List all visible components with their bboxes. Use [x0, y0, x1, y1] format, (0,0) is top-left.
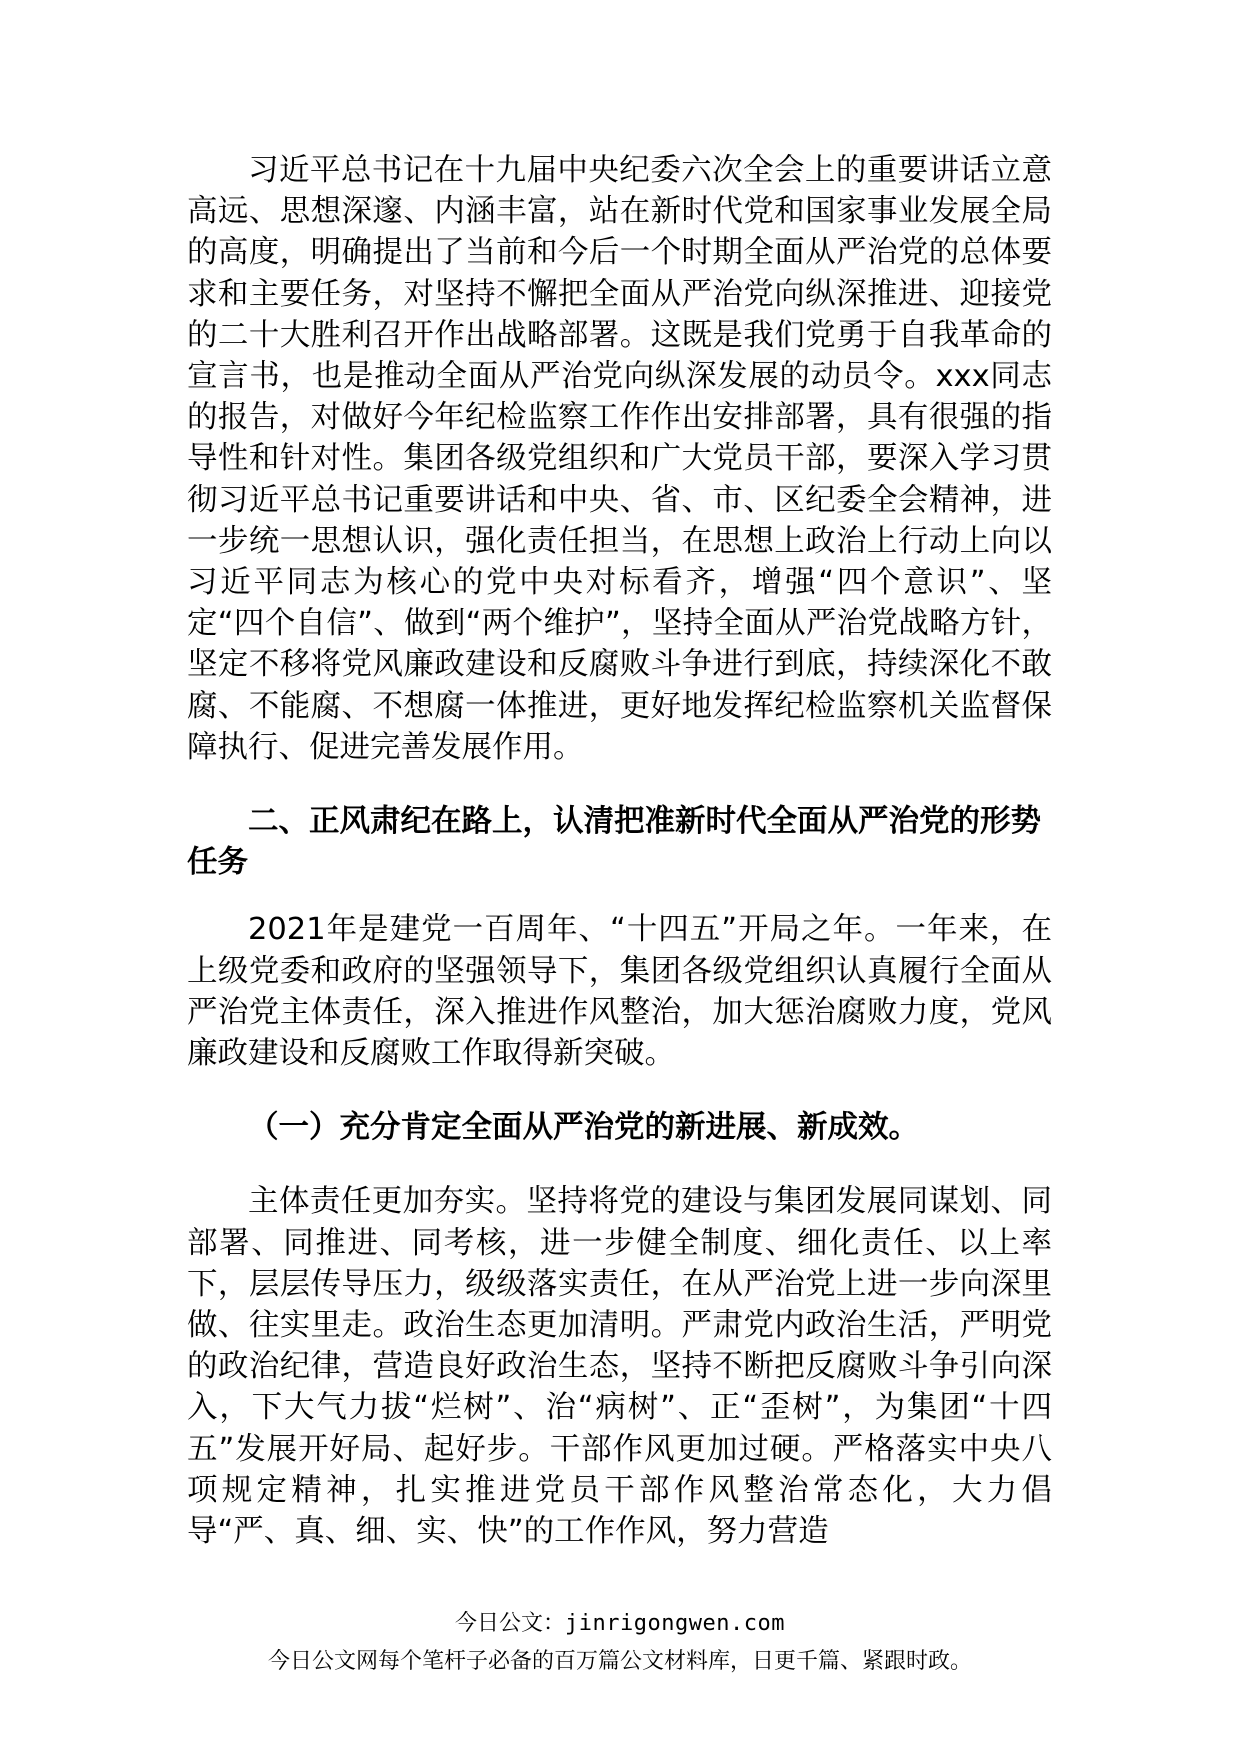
section-heading-2: 二、正风肃纪在路上，认清把准新时代全面从严治党的形势任务 [187, 804, 1041, 881]
paragraph-achievements: 主体责任更加夯实。坚持将党的建设与集团发展同谋划、同部署、同推进、同考核，进一步健全制度、细化责任、以上率下，层层传导压力，级级落实责任，在从严治党上进一步向深里做、往实里走。政治生态更加清明。严肃党内政治生活，严明党的政治纪律，营造良好政治生态，坚持不断把反腐败斗争引向深入，下大气力拔“烂树”、治“病树”、正“歪树”，为集团“十四五”发展开好局、起好步。干部作风更加过硬。严格落实中央八项规定精神，扎实推进党员干部作风整治常态化，大力倡导“严、真、细、实、快”的工作作风，努力营造 [187, 1184, 1052, 1550]
document-body [187, 150, 1052, 1552]
footer-source [0, 1610, 1240, 1638]
footer-url[interactable]: jinrigongwen.com [565, 1611, 785, 1636]
paragraph-intro: 习近平总书记在十九届中央纪委六次全会上的重要讲话立意高远、思想深邃、内涵丰富，站在新时代党和国家事业发展全局的高度，明确提出了当前和今后一个时期全面从严治党的总体要求和主要任务，对坚持不懈把全面从严治党向纵深推进、迎接党的二十大胜利召开作出战略部署。这既是我们党勇于自我革命的宣言书，也是推动全面从严治党向纵深发展的动员令。xxx同志的报告，对做好今年纪检监察工作作出安排部署，具有很强的指导性和针对性。集团各级党组织和广大党员干部，要深入学习贯彻习近平总书记重要讲话和中央、省、市、区纪委全会精神，进一步统一思想认识，强化责任担当，在思想上政治上行动上向以习近平同志为核心的党中央对标看齐，增强“四个意识”、坚定“四个自信”、做到“两个维护”，坚持全面从严治党战略方针，坚定不移将党风廉政建设和反腐败斗争进行到底，持续深化不敢腐、不能腐、不想腐一体推进，更好地发挥纪检监察机关监督保障执行、促进完善发展作用。 [187, 153, 1052, 765]
paragraph-2021-overview: 2021年是建党一百周年、“十四五”开局之年。一年来，在上级党委和政府的坚强领导下，集团各级党组织认真履行全面从严治党主体责任，深入推进作风整治，加大惩治腐败力度，党风廉政建设和反腐败工作取得新突破。 [187, 912, 1052, 1072]
footer-slogan: 今日公文网每个笔杆子必备的百万篇公文材料库，日更千篇、紧跟时政。 [267, 1649, 972, 1674]
footer-label: 今日公文： [455, 1611, 566, 1636]
subsection-heading-1: （一）充分肯定全面从严治党的新进展、新成效。 [248, 1110, 919, 1146]
